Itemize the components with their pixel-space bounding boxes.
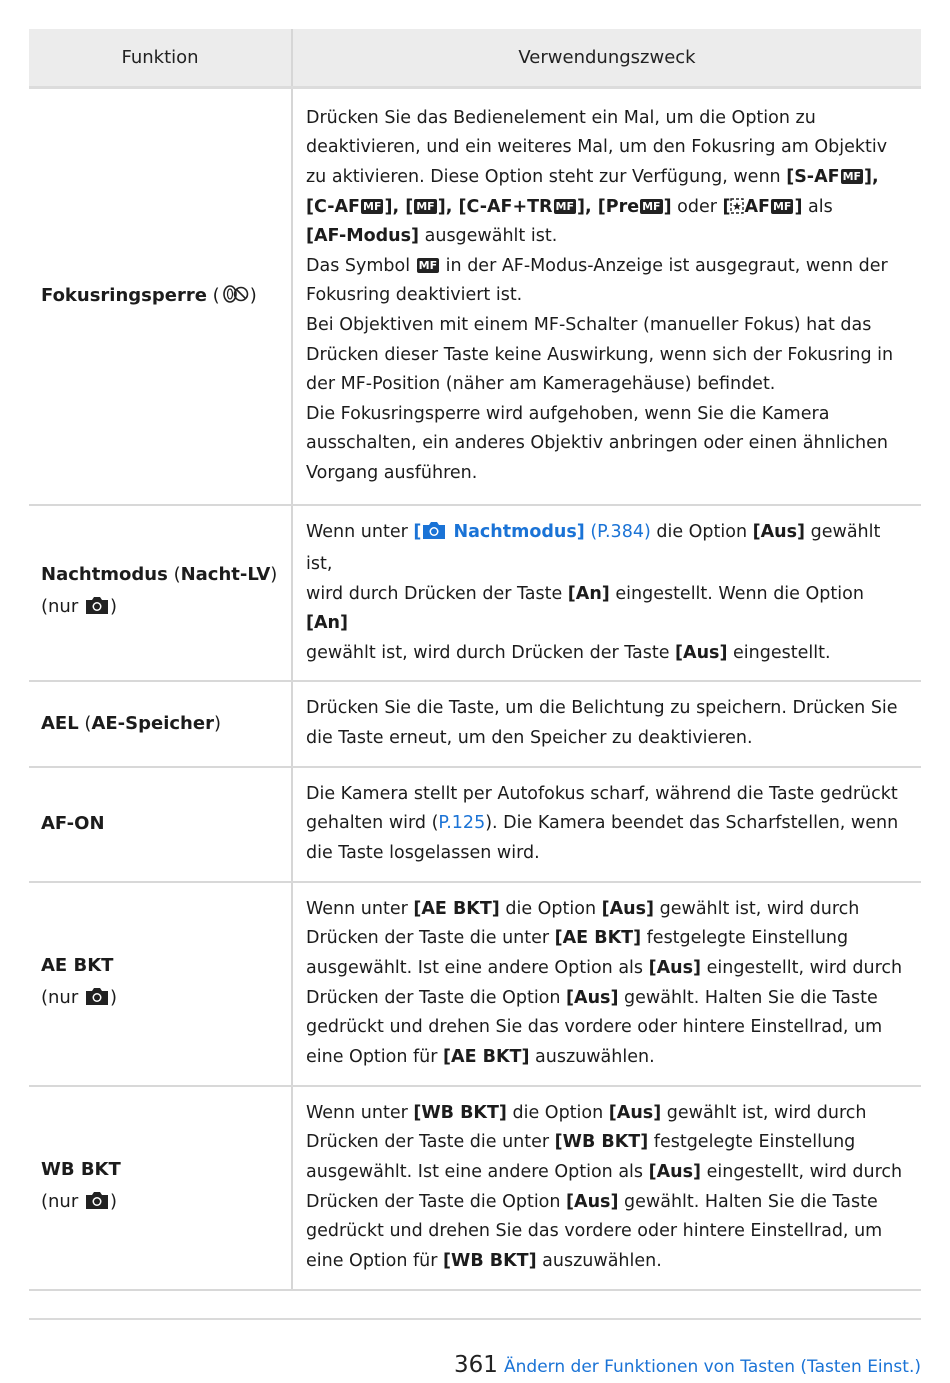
table-header-row: [29, 29, 921, 88]
mf-icon: MF: [363, 199, 382, 213]
purpose-cell: Wenn unter [WB BKT] die Option [Aus] gewählt ist, wird durch Drücken der Taste die unter [WB BKT] festgelegte Einstellung ausgewählt. Ist eine andere Option als [Aus] eingestellt, wird durch Drücken der Taste die Option [Aus] gewählt. Halten Sie die Taste gedrückt und drehen Sie das vordere oder hintere Einstellrad, um eine Option für [WB BKT] auszuwählen.: [292, 1086, 921, 1290]
function-name: Fokusringsperre: [41, 285, 207, 307]
page-reference-link[interactable]: (P.384): [590, 521, 651, 542]
focus-ring-lock-icon: [220, 285, 250, 306]
mf-icon: MF: [842, 170, 862, 184]
footer-divider: [29, 1318, 921, 1320]
table-row: [29, 505, 921, 682]
function-name: AF-ON: [41, 813, 105, 835]
section-title-link[interactable]: Ändern der Funktionen von Tasten (Tasten Einst.): [504, 1357, 921, 1377]
mf-icon: MF: [555, 199, 575, 213]
function-cell: AEL (AE-Speicher): [29, 681, 292, 766]
camera-icon: [421, 520, 447, 551]
purpose-cell: Die Kamera stellt per Autofokus scharf, während die Taste gedrückt gehalten wird (P.125). Die Kamera beendet das Scharfstellen, wenn die Taste losgelassen wird.: [292, 767, 921, 882]
page-number: 361: [454, 1352, 498, 1378]
function-name: AEL: [41, 713, 79, 735]
column-header-function: Funktion: [29, 29, 292, 88]
camera-icon: [84, 1189, 110, 1221]
purpose-cell: Wenn unter [AE BKT] die Option [Aus] gewählt ist, wird durch Drücken der Taste die unter [AE BKT] festgelegte Einstellung ausgewählt. Ist eine andere Option als [Aus] eingestellt, wird durch Drücken der Taste die Option [Aus] gewählt. Halten Sie die Taste gedrückt und drehen Sie das vordere oder hintere Einstellrad, um eine Option für [AE BKT] auszuwählen.: [292, 882, 921, 1086]
column-header-purpose: Verwendungszweck: [292, 29, 921, 88]
function-cell: Fokusringsperre ( ): [29, 88, 292, 505]
purpose-cell: Wenn unter [ Nachtmodus] (P.384) die Option [Aus] gewählt ist, wird durch Drücken der Taste [An] eingestellt. Wenn die Option [An] gewählt ist, wird durch Drücken der Taste [Aus] eingestellt.: [292, 505, 921, 682]
table-row: [29, 767, 921, 882]
function-cell: Nachtmodus (Nacht-LV) (nur ): [29, 505, 292, 682]
mf-icon: MF: [418, 258, 438, 272]
table-row: [29, 1086, 921, 1290]
mf-icon: MF: [642, 199, 661, 213]
function-name: AE BKT: [41, 955, 114, 977]
function-name: Nachtmodus: [41, 564, 168, 586]
page-reference-link[interactable]: P.125: [438, 813, 486, 834]
table-row: [29, 681, 921, 766]
function-table: [29, 29, 921, 1291]
camera-icon: [84, 985, 110, 1017]
function-cell: AE BKT (nur ): [29, 882, 292, 1086]
function-cell: WB BKT (nur ): [29, 1086, 292, 1290]
star-af-icon: [730, 197, 744, 217]
night-mode-link[interactable]: [ Nachtmodus]: [413, 522, 584, 542]
mf-icon: MF: [416, 199, 435, 213]
mf-icon: MF: [772, 199, 792, 213]
function-cell: [29, 767, 292, 882]
purpose-cell: Drücken Sie das Bedienelement ein Mal, um die Option zu deaktivieren, und ein weiteres Mal, um den Fokusring am Objektiv zu aktivieren. Diese Option steht zur Verfügung, wenn [S-AF MF ], [C-AF MF ], [ MF ], [C-AF+TR MF ], [Pre MF ] oder [ AF MF ] als [AF-Modus] ausgewählt ist. Das Symbol MF in der AF-Modus-Anzeige ist ausgegraut, wenn der Fokusring deaktiviert ist. Bei Objektiven mit einem MF-Schalter (manueller Fokus) hat das Drücken dieser Taste keine Auswirkung, wenn sich der Fokusring in der MF-Position (näher am Kameragehäuse) befindet. Die Fokusringsperre wird aufgehoben, wenn Sie die Kamera ausschalten, ein anderes Objektiv anbringen oder einen ähnlichen Vorgang ausführen.: [292, 88, 921, 505]
table-row: [29, 882, 921, 1086]
table-row: [29, 88, 921, 505]
function-name: WB BKT: [41, 1159, 121, 1181]
purpose-cell: Drücken Sie die Taste, um die Belichtung zu speichern. Drücken Sie die Taste erneut, um den Speicher zu deaktivieren.: [292, 681, 921, 766]
camera-icon: [84, 594, 110, 626]
